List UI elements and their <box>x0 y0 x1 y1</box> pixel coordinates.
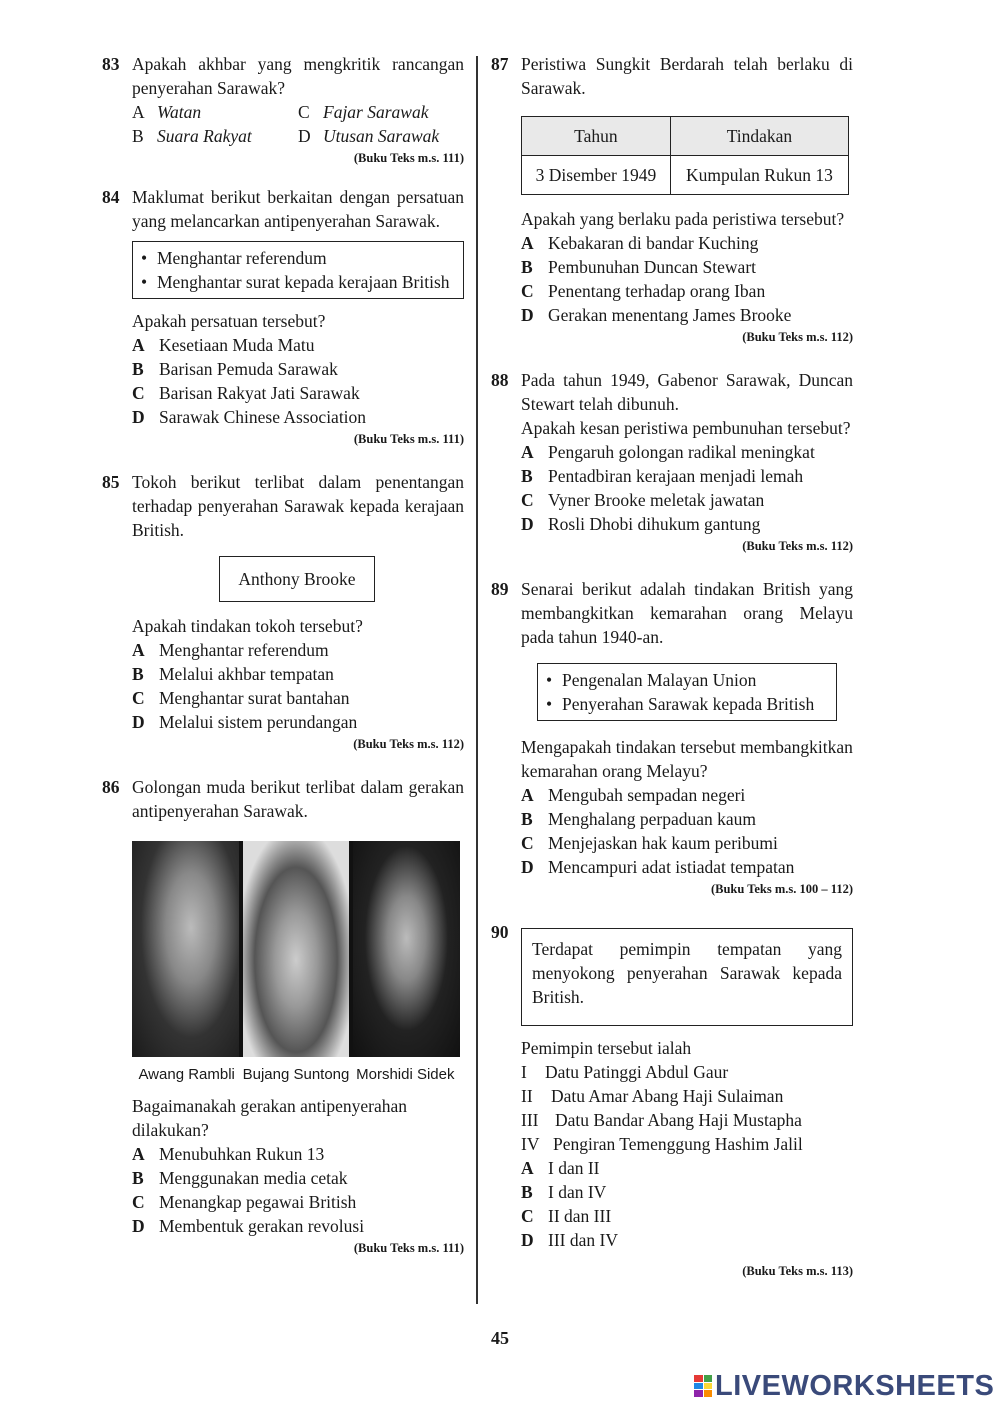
right-column <box>491 52 853 1280</box>
table-cell: 3 Disember 1949 <box>522 156 671 195</box>
question-text: Apakah akhbar yang mengkritik rancangan penyerahan Sarawak? <box>132 54 464 98</box>
question-text: Golongan muda berikut terlibat dalam gerakan antipenyerahan Sarawak. <box>132 777 464 821</box>
answer-options <box>132 638 464 734</box>
list-item <box>521 1060 853 1084</box>
option-text: Kebakaran di bandar Kuching <box>548 233 759 253</box>
option-letter: C <box>132 383 145 403</box>
question-number: 85 <box>102 472 120 492</box>
bullet-item: • Pengenalan Malayan Union <box>546 670 757 690</box>
info-box <box>132 241 464 299</box>
bullet-item: • Menghantar surat kepada kerajaan British <box>141 272 450 292</box>
answer-option-d[interactable] <box>298 124 464 148</box>
option-text: Vyner Brooke meletak jawatan <box>548 490 765 510</box>
option-text: Menangkap pegawai British <box>159 1192 357 1212</box>
answer-option-c[interactable] <box>521 488 853 512</box>
option-letter: B <box>132 126 144 146</box>
answer-option-d[interactable] <box>521 1228 853 1252</box>
option-letter: A <box>132 640 145 660</box>
option-letter: C <box>132 1192 145 1212</box>
roman-numeral: III <box>521 1110 539 1130</box>
answer-option-c[interactable] <box>521 1204 853 1228</box>
table-header: Tindakan <box>670 117 848 156</box>
question-90 <box>491 920 853 1280</box>
portrait-photo <box>243 841 350 1057</box>
option-letter: A <box>132 1144 145 1164</box>
question-84 <box>102 185 464 448</box>
option-text: I dan IV <box>548 1182 607 1202</box>
question-number: 89 <box>491 579 509 599</box>
question-number: 88 <box>491 370 509 390</box>
option-letter: D <box>132 712 145 732</box>
answer-option-c[interactable] <box>132 686 464 710</box>
option-letter: C <box>132 688 145 708</box>
answer-option-d[interactable] <box>132 405 464 429</box>
bullet-item: • Penyerahan Sarawak kepada British <box>546 694 815 714</box>
option-text: Sarawak Chinese Association <box>159 407 367 427</box>
item-text: Datu Amar Abang Haji Sulaiman <box>551 1086 784 1106</box>
option-text: Melalui sistem perundangan <box>159 712 358 732</box>
option-letter: D <box>521 514 534 534</box>
option-text: Menghantar surat bantahan <box>159 688 350 708</box>
logo-block <box>704 1383 713 1390</box>
portrait-photo <box>132 841 239 1057</box>
answer-option-a[interactable] <box>521 440 853 464</box>
option-text: III dan IV <box>548 1230 618 1250</box>
event-table <box>521 116 849 195</box>
option-text: Gerakan menentang James Brooke <box>548 305 792 325</box>
option-letter: B <box>521 257 533 277</box>
option-letter: A <box>521 233 534 253</box>
photo-caption: Morshidi Sidek <box>356 1066 455 1083</box>
option-text: Barisan Pemuda Sarawak <box>159 359 338 379</box>
answer-option-a[interactable] <box>132 333 464 357</box>
option-letter: B <box>132 359 144 379</box>
list-item <box>521 1132 853 1156</box>
liveworksheets-logo[interactable] <box>694 1370 995 1402</box>
logo-block <box>694 1390 703 1397</box>
answer-option-d[interactable] <box>521 855 853 879</box>
figure-name-box: Anthony Brooke <box>219 556 375 602</box>
bullet-text: Menghantar surat kepada kerajaan British <box>157 272 450 292</box>
textbook-reference: (Buku Teks m.s. 112) <box>742 330 853 344</box>
option-letter: A <box>132 102 145 122</box>
option-letter: A <box>521 785 534 805</box>
option-text: I dan II <box>548 1158 600 1178</box>
logo-block <box>704 1375 713 1382</box>
option-text: Fajar Sarawak <box>323 102 429 122</box>
answer-option-a[interactable] <box>132 638 464 662</box>
option-text: Menubuhkan Rukun 13 <box>159 1144 325 1164</box>
list-item <box>521 1084 853 1108</box>
answer-option-c[interactable] <box>298 100 464 124</box>
answer-option-b[interactable] <box>521 1180 853 1204</box>
question-prompt: Mengapakah tindakan tersebut membangkitkan kemarahan orang Melayu? <box>521 737 853 781</box>
question-text: Maklumat berikut berkaitan dengan persatuan yang melancarkan antipenyerahan Sarawak. <box>132 187 464 231</box>
question-text: Senarai berikut adalah tindakan British yang membangkitkan kemarahan orang Melayu pada tahun 1940-an. <box>521 579 853 647</box>
question-86 <box>102 775 464 1257</box>
textbook-reference: (Buku Teks m.s. 100 – 112) <box>710 882 853 896</box>
brand-text: LIVEWORKSHEETS <box>715 1370 995 1402</box>
answer-options <box>521 231 853 327</box>
answer-option-b[interactable] <box>521 807 853 831</box>
option-text: Rosli Dhobi dihukum gantung <box>548 514 761 534</box>
question-text: Tokoh berikut terlibat dalam penentangan terhadap penyerahan Sarawak kepada kerajaan British. <box>132 472 464 540</box>
option-text: Menghalang perpaduan kaum <box>548 809 756 829</box>
photo-caption: Bujang Suntong <box>242 1066 350 1083</box>
answer-option-c[interactable] <box>521 279 853 303</box>
answer-option-b[interactable] <box>521 255 853 279</box>
option-letter: A <box>521 442 534 462</box>
option-text: Utusan Sarawak <box>323 126 440 146</box>
answer-option-a[interactable] <box>521 1156 853 1180</box>
question-85 <box>102 470 464 753</box>
column-divider <box>476 56 478 1304</box>
question-number: 87 <box>491 54 509 74</box>
answer-option-c[interactable] <box>132 381 464 405</box>
portrait-photos <box>132 841 460 1057</box>
answer-option-b[interactable] <box>132 662 464 686</box>
question-prompt: Apakah tindakan tokoh tersebut? <box>132 616 363 636</box>
textbook-reference: (Buku Teks m.s. 111) <box>353 432 464 446</box>
question-number: 83 <box>102 54 120 74</box>
left-column <box>102 52 464 1257</box>
item-text: Datu Bandar Abang Haji Mustapha <box>555 1110 802 1130</box>
logo-icon <box>694 1375 712 1397</box>
option-text: Kesetiaan Muda Matu <box>159 335 315 355</box>
answer-option-b[interactable] <box>521 464 853 488</box>
answer-options <box>521 783 853 879</box>
page-number: 45 <box>491 1328 509 1348</box>
answer-option-c[interactable] <box>132 1190 464 1214</box>
question-number: 84 <box>102 187 120 207</box>
option-text: Menjejaskan hak kaum peribumi <box>548 833 778 853</box>
question-prompt: Apakah kesan peristiwa pembunuhan tersebut? <box>521 418 851 438</box>
question-text: Pada tahun 1949, Gabenor Sarawak, Duncan Stewart telah dibunuh. <box>521 370 853 414</box>
option-text: Mencampuri adat istiadat tempatan <box>548 857 795 877</box>
option-letter: D <box>132 1216 145 1236</box>
option-text: Menghantar referendum <box>159 640 329 660</box>
question-prompt: Bagaimanakah gerakan antipenyerahan dilakukan? <box>132 1096 408 1140</box>
roman-numeral: II <box>521 1086 533 1106</box>
option-text: Menggunakan media cetak <box>159 1168 348 1188</box>
option-text: Watan <box>157 102 202 122</box>
textbook-reference: (Buku Teks m.s. 111) <box>353 151 464 165</box>
question-number: 90 <box>491 922 509 942</box>
option-letter: C <box>298 102 310 122</box>
bullet-text: Penyerahan Sarawak kepada British <box>562 694 815 714</box>
option-letter: D <box>521 857 534 877</box>
option-text: Membentuk gerakan revolusi <box>159 1216 365 1236</box>
question-87 <box>491 52 853 346</box>
answer-option-b[interactable] <box>132 1166 464 1190</box>
answer-option-a[interactable] <box>132 100 298 124</box>
answer-option-d[interactable] <box>132 710 464 734</box>
bullet-text: Menghantar referendum <box>157 248 327 268</box>
answer-option-a[interactable] <box>132 1142 464 1166</box>
answer-options <box>521 1156 853 1252</box>
textbook-reference: (Buku Teks m.s. 111) <box>353 1241 464 1255</box>
option-text: Mengubah sempadan negeri <box>548 785 746 805</box>
textbook-reference: (Buku Teks m.s. 112) <box>742 539 853 553</box>
info-box <box>537 663 837 721</box>
option-letter: D <box>132 407 145 427</box>
question-prompt: Apakah yang berlaku pada peristiwa tersebut? <box>521 209 845 229</box>
roman-numeral: IV <box>521 1134 540 1154</box>
answer-options <box>521 440 853 536</box>
table-cell: Kumpulan Rukun 13 <box>670 156 848 195</box>
question-prompt: Apakah persatuan tersebut? <box>132 311 326 331</box>
textbook-reference: (Buku Teks m.s. 113) <box>742 1264 853 1278</box>
table-header: Tahun <box>522 117 671 156</box>
option-letter: A <box>521 1158 534 1178</box>
question-83 <box>102 52 464 167</box>
question-number: 86 <box>102 777 120 797</box>
option-text: Pembunuhan Duncan Stewart <box>548 257 757 277</box>
answer-options <box>132 333 464 429</box>
option-letter: B <box>521 466 533 486</box>
answer-options <box>132 1142 464 1238</box>
photo-captions <box>132 1065 460 1084</box>
option-text: Suara Rakyat <box>157 126 252 146</box>
answer-option-a[interactable] <box>521 783 853 807</box>
item-text: Pengiran Temenggung Hashim Jalil <box>553 1134 803 1154</box>
option-text: Melalui akhbar tempatan <box>159 664 334 684</box>
answer-option-d[interactable] <box>521 512 853 536</box>
answer-option-d[interactable] <box>521 303 853 327</box>
question-text: Peristiwa Sungkit Berdarah telah berlaku di Sarawak. <box>521 54 853 98</box>
textbook-reference: (Buku Teks m.s. 112) <box>353 737 464 751</box>
option-letter: C <box>521 281 534 301</box>
option-text: Pentadbiran kerajaan menjadi lemah <box>548 466 804 486</box>
answer-option-b[interactable] <box>132 124 298 148</box>
option-letter: B <box>521 809 533 829</box>
option-letter: B <box>132 1168 144 1188</box>
logo-block <box>694 1383 703 1390</box>
option-letter: B <box>132 664 144 684</box>
bullet-item: • Menghantar referendum <box>141 248 327 268</box>
statement-box: Terdapat pemimpin tempatan yang menyokong penyerahan Sarawak kepada British. <box>521 928 853 1026</box>
option-letter: D <box>521 305 534 325</box>
option-letter: C <box>521 1206 534 1226</box>
question-89 <box>491 577 853 898</box>
answer-option-c[interactable] <box>521 831 853 855</box>
logo-block <box>704 1390 713 1397</box>
option-letter: B <box>521 1182 533 1202</box>
option-text: Barisan Rakyat Jati Sarawak <box>159 383 360 403</box>
portrait-photo <box>353 841 460 1057</box>
answer-options <box>132 100 464 148</box>
option-text: Pengaruh golongan radikal meningkat <box>548 442 815 462</box>
roman-items <box>491 1060 853 1156</box>
logo-block <box>694 1375 703 1382</box>
option-text: II dan III <box>548 1206 612 1226</box>
question-88 <box>491 368 853 555</box>
answer-option-a[interactable] <box>521 231 853 255</box>
option-letter: A <box>132 335 145 355</box>
option-letter: C <box>521 833 534 853</box>
bullet-text: Pengenalan Malayan Union <box>562 670 757 690</box>
option-text: Penentang terhadap orang Iban <box>548 281 766 301</box>
question-prompt: Pemimpin tersebut ialah <box>521 1038 692 1058</box>
option-letter: D <box>521 1230 534 1250</box>
roman-numeral: I <box>521 1062 527 1082</box>
list-item <box>521 1108 853 1132</box>
answer-option-b[interactable] <box>132 357 464 381</box>
photo-caption: Awang Rambli <box>138 1066 235 1083</box>
option-letter: D <box>298 126 311 146</box>
option-letter: C <box>521 490 534 510</box>
item-text: Datu Patinggi Abdul Gaur <box>545 1062 729 1082</box>
answer-option-d[interactable] <box>132 1214 464 1238</box>
